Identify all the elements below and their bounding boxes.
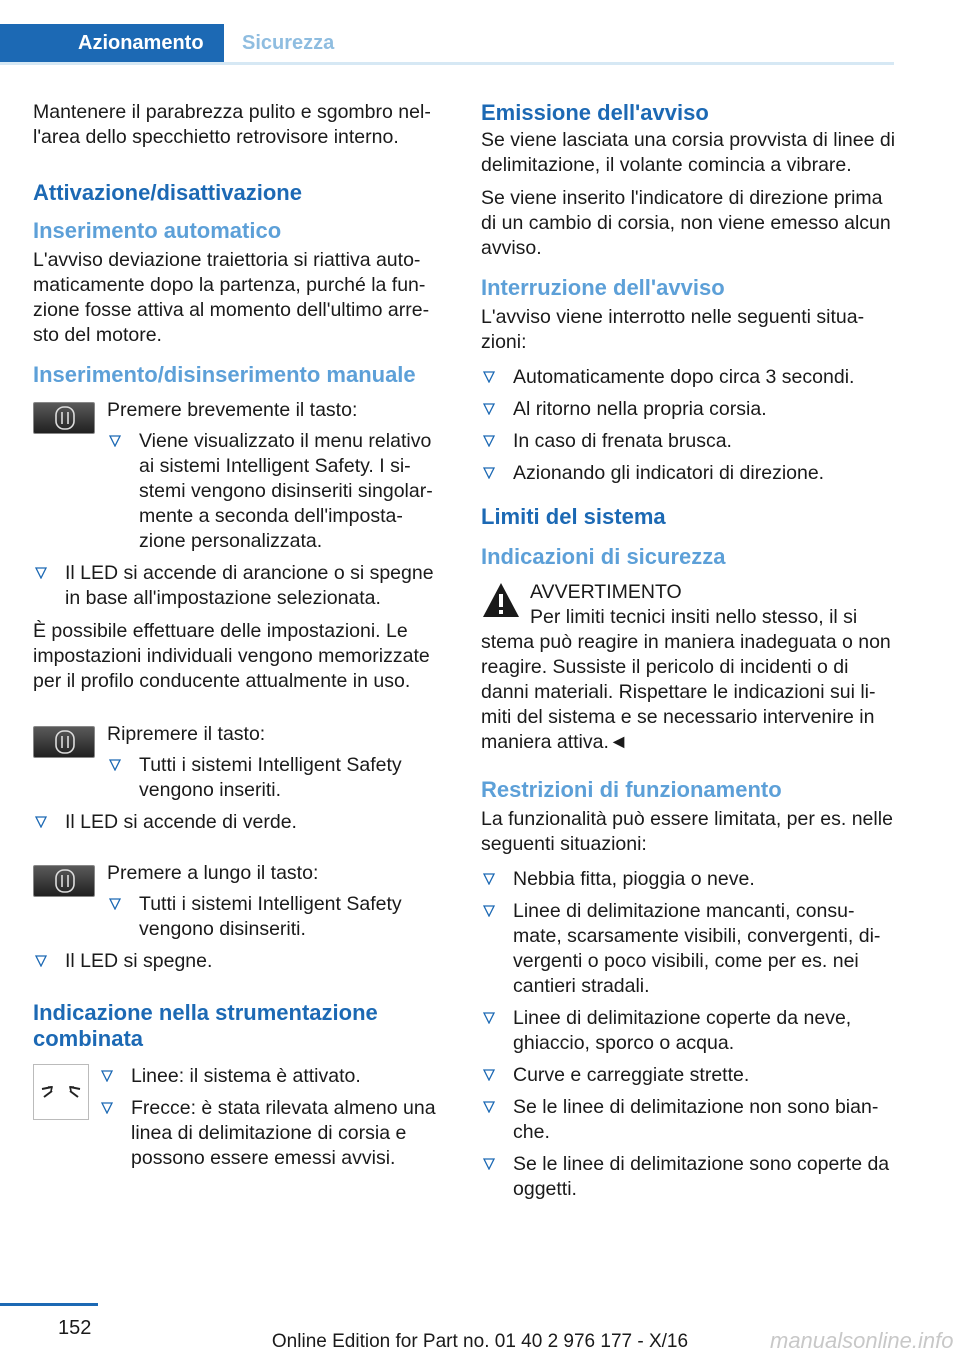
list-item-text: Frecce: è stata rilevata almeno una linea di delimitazione di corsia e possono essere emessi avvisi. — [131, 1097, 436, 1169]
list-item — [107, 429, 441, 554]
interrupt-list — [481, 365, 896, 486]
triangle-bullet-icon — [35, 567, 47, 579]
list-item — [33, 561, 441, 611]
warning-body-first: Per limiti tecnici insiti nello stesso, il si — [530, 606, 858, 628]
press-long-text: Premere a lungo il tasto: — [107, 862, 319, 884]
footer-accent-line — [0, 1303, 98, 1306]
page-number: 152 — [58, 1317, 92, 1339]
list-item-text: Viene visualizzato il menu relativo ai sistemi Intelligent Safety. I sistemi vengono disinseriti singolarmente a seconda dell'impostazione personalizzata. — [139, 430, 433, 552]
triangle-bullet-icon — [483, 873, 495, 885]
edition-text: Online Edition for Part no. 01 40 2 976 177 - X/16 — [271, 1331, 689, 1352]
list-item — [481, 397, 896, 422]
list-item-text: Tutti i sistemi Intelligent Safety vengono disinseriti. — [139, 893, 402, 940]
list-item-text: Azionando gli indicatori di direzione. — [513, 462, 825, 484]
list-item — [481, 461, 896, 486]
list-item-text: Linee di delimitazione mancanti, consumate, scarsamente visibili, convergenti, divergenti o poco visibili, come per es. nei cantieri stradali. — [513, 900, 881, 997]
triangle-bullet-icon — [483, 467, 495, 479]
lane-display-image — [33, 1064, 89, 1120]
triangle-bullet-icon — [483, 1101, 495, 1113]
list-item — [481, 867, 896, 892]
list-item — [481, 1063, 896, 1088]
list-item — [481, 1006, 896, 1056]
heading-manual: Inserimento/disinserimento manuale — [33, 362, 416, 387]
safety-button-image — [33, 726, 95, 758]
heading-activation: Attivazione/disattivazione — [33, 180, 302, 205]
list-item-text: Nebbia fitta, pioggia o neve. — [513, 868, 755, 890]
list-item — [99, 1064, 441, 1089]
intelligent-safety-icon — [55, 730, 75, 754]
intelligent-safety-icon — [55, 869, 75, 893]
triangle-bullet-icon — [483, 371, 495, 383]
press-short-block — [33, 398, 441, 554]
left-column — [33, 100, 441, 1178]
triangle-bullet-icon — [483, 1069, 495, 1081]
list-item-text: Il LED si accende di verde. — [65, 811, 297, 833]
press-long-block — [33, 861, 441, 942]
safety-button-image — [33, 402, 95, 434]
list-item-text: In caso di frenata brusca. — [513, 430, 732, 452]
restrictions-text: La funzionalità può essere limitata, per es. nelle seguenti situazioni: — [481, 808, 893, 855]
list-item-text: Automaticamente dopo circa 3 secondi. — [513, 366, 855, 388]
triangle-bullet-icon — [483, 435, 495, 447]
list-item-text: Curve e carreggiate strette. — [513, 1064, 750, 1086]
heading-limits: Limiti del sistema — [481, 504, 666, 529]
list-item — [481, 429, 896, 454]
header-tabs — [0, 24, 894, 65]
intelligent-safety-icon — [55, 406, 75, 430]
triangle-bullet-icon — [109, 435, 121, 447]
heading-display: Indicazione nella strumentazione combinata — [33, 1000, 378, 1051]
heading-warning: Emissione dell'avviso — [481, 100, 709, 125]
warning-body: stema può reagire in maniera inadeguata o non reagire. Sussiste il pericolo di incidenti o di danni materiali. Rispettare le indicazioni sui limiti del sistema e se necessario intervenire in maniera attiva.◄ — [481, 631, 891, 753]
settings-text: È possibile effettuare delle impostazioni. Le impostazioni individuali vengono memorizzate per il profilo conducente attualmente in uso. — [33, 620, 430, 692]
triangle-bullet-icon — [109, 759, 121, 771]
list-item — [99, 1096, 441, 1171]
warning-triangle-icon — [481, 580, 521, 620]
triangle-bullet-icon — [35, 816, 47, 828]
list-item-text: Il LED si spegne. — [65, 950, 213, 972]
list-item — [107, 892, 441, 942]
list-item — [481, 365, 896, 390]
triangle-bullet-icon — [483, 1012, 495, 1024]
list-item — [107, 753, 441, 803]
press-again-block — [33, 722, 441, 803]
warning-title: AVVERTIMENTO — [530, 581, 682, 603]
list-item-text: Se le linee di delimitazione sono coperte da oggetti. — [513, 1153, 890, 1200]
safety-button-image — [33, 865, 95, 897]
list-item-text: Linee: il sistema è attivato. — [131, 1065, 361, 1087]
press-again-text: Ripremere il tasto: — [107, 723, 266, 745]
warning-block — [481, 580, 896, 755]
tab-azionamento[interactable]: Azionamento — [0, 24, 224, 62]
interrupt-text: L'avviso viene interrotto nelle seguenti situazioni: — [481, 306, 865, 353]
triangle-bullet-icon — [483, 1158, 495, 1170]
heading-auto: Inserimento automatico — [33, 218, 282, 243]
triangle-bullet-icon — [101, 1070, 113, 1082]
list-item — [481, 899, 896, 999]
list-item — [481, 1095, 896, 1145]
triangle-bullet-icon — [483, 905, 495, 917]
warning-text-2: Se viene inserito l'indicatore di direzione prima di un cambio di corsia, non viene emesso alcun avviso. — [481, 187, 891, 259]
list-item-text: Al ritorno nella propria corsia. — [513, 398, 767, 420]
heading-safety: Indicazioni di sicurezza — [481, 544, 726, 569]
list-item-text: Il LED si accende di arancione o si spegne in base all'impostazione selezionata. — [65, 562, 434, 609]
heading-restrictions: Restrizioni di funzionamento — [481, 777, 782, 802]
triangle-bullet-icon — [109, 898, 121, 910]
watermark-logo: manualsonline.info — [770, 1328, 954, 1353]
triangle-bullet-icon — [101, 1102, 113, 1114]
intro-text: Mantenere il parabrezza pulito e sgombro nell'area dello specchietto retrovisore interno. — [33, 101, 431, 148]
warning-text-1: Se viene lasciata una corsia provvista di linee di delimitazione, il volante comincia a vibrare. — [481, 129, 896, 176]
display-block — [33, 1064, 441, 1171]
list-item — [481, 1152, 896, 1202]
auto-text: L'avviso deviazione traiettoria si riattiva automaticamente dopo la partenza, purché la funzione fosse attiva al momento dell'ultimo arresto del motore. — [33, 249, 430, 346]
list-item — [33, 810, 441, 835]
lane-lines-icon — [34, 1065, 88, 1119]
triangle-bullet-icon — [483, 403, 495, 415]
right-column — [481, 100, 896, 1209]
heading-interrupt: Interruzione dell'avviso — [481, 275, 725, 300]
list-item-text: Se le linee di delimitazione non sono bianche. — [513, 1096, 879, 1143]
triangle-bullet-icon — [35, 955, 47, 967]
list-item — [33, 949, 441, 974]
list-item-text: Linee di delimitazione coperte da neve, ghiaccio, sporco o acqua. — [513, 1007, 852, 1054]
list-item-text: Tutti i sistemi Intelligent Safety vengono inseriti. — [139, 754, 402, 801]
press-short-text: Premere brevemente il tasto: — [107, 399, 358, 421]
tab-sicurezza[interactable]: Sicurezza — [242, 32, 335, 54]
restriction-list — [481, 867, 896, 1202]
